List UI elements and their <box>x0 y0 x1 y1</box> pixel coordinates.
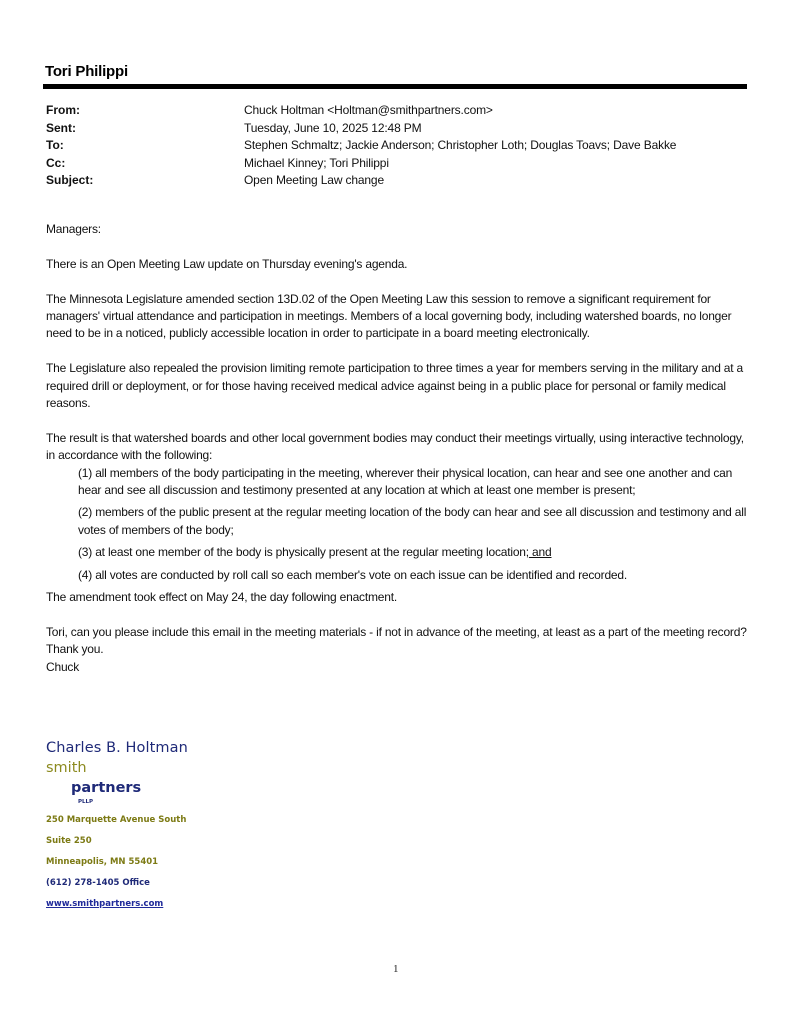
condition-conjunction: and <box>528 545 552 560</box>
condition-item <box>78 544 751 561</box>
cc-value: Michael Kinney; Tori Philippi <box>244 155 389 170</box>
header-subject <box>46 172 676 190</box>
firm-logo-partners: partners <box>71 780 142 796</box>
page-number: 1 <box>393 963 399 975</box>
header-label: Subject: <box>46 173 94 187</box>
paragraph-amendment: The Minnesota Legislature amended section 13D.02 of the Open Meeting Law this session to remove a significant requirement for managers' virtual attendance and participation in meetings. Members of a local governing body, including watershed boards, no longer need to be in a noticed, publicly accessible location in order to participate in a board meeting electronically. <box>46 291 732 341</box>
header-label: From: <box>46 103 80 117</box>
website-link[interactable]: www.smithpartners.com <box>46 899 164 909</box>
firm-logo-pllp: PLLP <box>78 799 94 805</box>
email-body <box>46 221 751 693</box>
from-value: Chuck Holtman <Holtman@smithpartners.com> <box>244 103 493 117</box>
conditions-list <box>46 465 751 584</box>
header-label: Sent: <box>46 120 76 135</box>
document-title: Tori Philippi <box>45 63 128 80</box>
header-to <box>46 137 676 155</box>
paragraph-result: The result is that watershed boards and other local government bodies may conduct their meetings virtually, using interactive technology, in accordance with the following: <box>46 430 744 463</box>
phone-number: (612) 278-1405 Office <box>46 878 150 888</box>
header-sent <box>46 120 676 138</box>
condition-item <box>78 504 751 539</box>
paragraph-repeal: The Legislature also repealed the provision limiting remote participation to three times a year for members serving in the military and at a required drill or deployment, or for those having received medical advice against being in a public place for personal or family medical reasons. <box>46 361 744 411</box>
to-value: Stephen Schmaltz; Jackie Anderson; Christopher Loth; Douglas Toavs; Dave Bakke <box>244 138 677 152</box>
condition-item <box>78 465 751 500</box>
condition-text: (4) all votes are conducted by roll call so each member's vote on each issue can be identified and recorded. <box>78 567 628 582</box>
header-label: Cc: <box>46 155 66 170</box>
paragraph-agenda: There is an Open Meeting Law update on Thursday evening's agenda. <box>46 256 408 271</box>
condition-text: (1) all members of the body participating in the meeting, wherever their physical location, can hear and see one another and can hear and see all discussion and testimony presented at any location at which at least one member is present; <box>78 465 733 498</box>
sent-value: Tuesday, June 10, 2025 12:48 PM <box>244 120 422 135</box>
email-signature <box>46 740 188 910</box>
header-label: To: <box>46 138 64 152</box>
address-suite: Suite 250 <box>46 836 92 846</box>
signature-name: Charles B. Holtman <box>46 740 188 756</box>
address-city: Minneapolis, MN 55401 <box>46 857 159 867</box>
header-cc <box>46 155 676 173</box>
paragraph-request: Tori, can you please include this email in the meeting materials - if not in advance of the meeting, at least as a part of the meeting record? Thank you. <box>46 624 747 657</box>
header-from <box>46 102 676 120</box>
signoff: Chuck <box>46 659 80 674</box>
condition-item <box>78 567 751 584</box>
paragraph-effective-date: The amendment took effect on May 24, the day following enactment. <box>46 590 397 605</box>
greeting: Managers: <box>46 222 101 236</box>
email-headers <box>46 102 676 190</box>
condition-text: (3) at least one member of the body is physically present at the regular meeting location; <box>78 545 529 560</box>
address-street: 250 Marquette Avenue South <box>46 815 187 825</box>
subject-value: Open Meeting Law change <box>244 173 384 187</box>
condition-text: (2) members of the public present at the regular meeting location of the body can hear and see all discussion and testimony and all votes of members of the body; <box>78 505 747 537</box>
title-divider <box>43 84 747 89</box>
firm-logo-smith: smith <box>46 760 87 776</box>
